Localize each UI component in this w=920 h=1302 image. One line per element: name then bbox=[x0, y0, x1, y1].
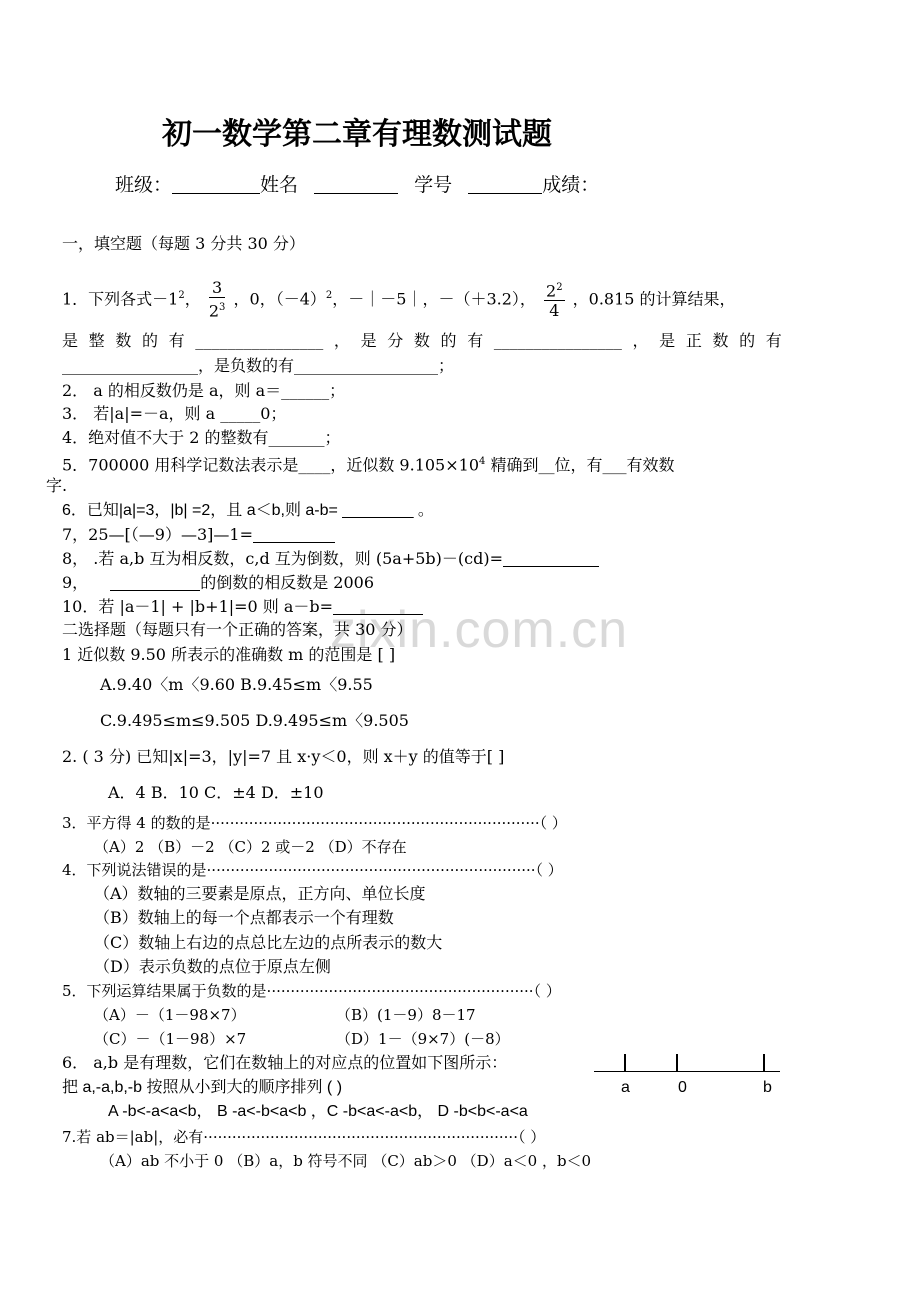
choice-7: 7.若 ab＝|ab|，必有··································································（ ） bbox=[62, 1128, 546, 1146]
choice-3: 3．平方得 4 的数的是·····································································（ ） bbox=[62, 814, 567, 832]
choice-1: 1 近似数 9.50 所表示的准确数 m 的范围是 [ ] bbox=[62, 645, 396, 664]
question-7: 7，25—[（—9）—3]—1= bbox=[62, 525, 335, 545]
question-5-line-2: 字. bbox=[46, 476, 68, 495]
choice-6-options: A -b<-a<a<b， B -a<-b<a<b ，C -b<a<-a<b， D -b<b<-a<a bbox=[108, 1103, 528, 1120]
choice-1-options-cd: C.9.495≤m≤9.505 D.9.495≤m〈9.505 bbox=[100, 711, 409, 730]
tick-a bbox=[624, 1054, 626, 1072]
choice-4-option-a: （A）数轴的三要素是原点，正方向、单位长度 bbox=[94, 884, 426, 903]
fraction-3-over-2-cubed: $\frac{3}{2^3}$ bbox=[208, 277, 226, 320]
choice-5-option-a: （A）－（1－98×7） bbox=[94, 1006, 246, 1024]
question-4: 4．绝对值不大于 2 的整数有_______； bbox=[62, 428, 341, 447]
question-1-line-3: _________________，是负数的有__________________； bbox=[62, 356, 455, 375]
id-label: 学号 bbox=[414, 174, 453, 196]
question-1-line-2: 是 整 数 的 有 ________________ ， 是 分 数 的 有 ________________ ， 是 正 数 的 有 bbox=[62, 331, 782, 350]
page-title: 初一数学第二章有理数测试题 bbox=[162, 117, 552, 152]
id-blank bbox=[468, 177, 542, 194]
choice-2-options: A．4 B．10 C．±4 D．±10 bbox=[108, 783, 324, 802]
class-blank bbox=[172, 177, 260, 194]
score-label: 成绩： bbox=[542, 174, 600, 196]
choice-4: 4．下列说法错误的是·····································································（ ） bbox=[62, 861, 563, 879]
class-label: 班级： bbox=[115, 174, 173, 196]
tick-b bbox=[763, 1054, 765, 1072]
number-line-axis bbox=[594, 1071, 780, 1072]
choice-5-option-c: （C）－（1－98）×7 bbox=[94, 1030, 247, 1048]
section-1-heading: 一，填空题（每题 3 分共 30 分） bbox=[62, 234, 305, 253]
name-blank bbox=[314, 177, 398, 194]
section-2-heading: 二选择题（每题只有一个正确的答案，共 30 分） bbox=[62, 620, 413, 639]
choice-5: 5．下列运算结果属于负数的是························································（ ） bbox=[62, 982, 561, 1000]
number-line-label-b: b bbox=[763, 1079, 772, 1096]
choice-5-option-b: （B）(1－9）8－17 bbox=[336, 1006, 476, 1024]
number-line-label-a: a bbox=[621, 1079, 630, 1096]
student-info-line bbox=[115, 173, 599, 197]
question-8: 8， .若 a,b 互为相反数，c,d 互为倒数，则 (5a+5b)－(cd)= bbox=[62, 549, 599, 569]
tick-zero bbox=[676, 1054, 678, 1072]
question-9: 9， 的倒数的相反数是 2006 bbox=[62, 573, 374, 592]
choice-2: 2. ( 3 分) 已知|x|=3，|y|=7 且 x·y＜0，则 x＋y 的值等于[ ] bbox=[62, 747, 505, 766]
fraction-2-squared-over-4: $\frac{2^2}{4}$ bbox=[544, 279, 565, 321]
choice-1-options-ab: A.9.40〈m〈9.60 B.9.45≤m〈9.55 bbox=[100, 675, 373, 694]
choice-4-option-c: （C）数轴上右边的点总比左边的点所表示的数大 bbox=[94, 933, 443, 952]
name-label: 姓名 bbox=[260, 174, 299, 196]
question-2: 2． a 的相反数仍是 a，则 a＝______； bbox=[62, 381, 346, 400]
question-6: 6．已知|a|=3，|b| =2，且 a＜b,则 a-b= ________ 。 bbox=[62, 502, 434, 519]
choice-3-options: （A）2 （B）－2 （C）2 或－2 （D）不存在 bbox=[94, 838, 407, 856]
question-3: 3． 若|a|=－a，则 a _____0； bbox=[62, 404, 287, 423]
choice-6-line-2: 把 a,-a,b,-b 按照从小到大的顺序排列 ( ) bbox=[62, 1079, 343, 1096]
choice-4-option-b: （B）数轴上的每一个点都表示一个有理数 bbox=[94, 908, 394, 927]
choice-6-line-1: 6． a,b 是有理数，它们在数轴上的对应点的位置如下图所示： bbox=[62, 1053, 508, 1072]
question-5-line-1: 5．700000 用科学记数法表示是____，近似数 $9.105\times 10^4$ 精确到__位，有___有效数 bbox=[62, 455, 675, 475]
question-1-line-1: 1．下列各式$-1^2$， $\frac{3}{2^3}$ ，0，$(-4)^2$，－｜－5｜，－（＋3.2）， $\frac{2^2}{4}$ ，0.815 的计算结果， bbox=[62, 277, 736, 320]
number-line-label-zero: 0 bbox=[678, 1079, 687, 1096]
watermark: zixin.com.cn bbox=[330, 601, 629, 659]
question-10: 10．若 |a－1| + |b+1|=0 则 a－b= bbox=[62, 597, 423, 617]
choice-5-option-d: （D）1－（9×7）(－8） bbox=[336, 1030, 510, 1048]
choice-4-option-d: （D）表示负数的点位于原点左侧 bbox=[94, 957, 331, 976]
choice-7-options: （A）ab 不小于 0 （B）a，b 符号不同 （C）ab＞0 （D）a＜0 ，b＜0 bbox=[100, 1152, 592, 1170]
